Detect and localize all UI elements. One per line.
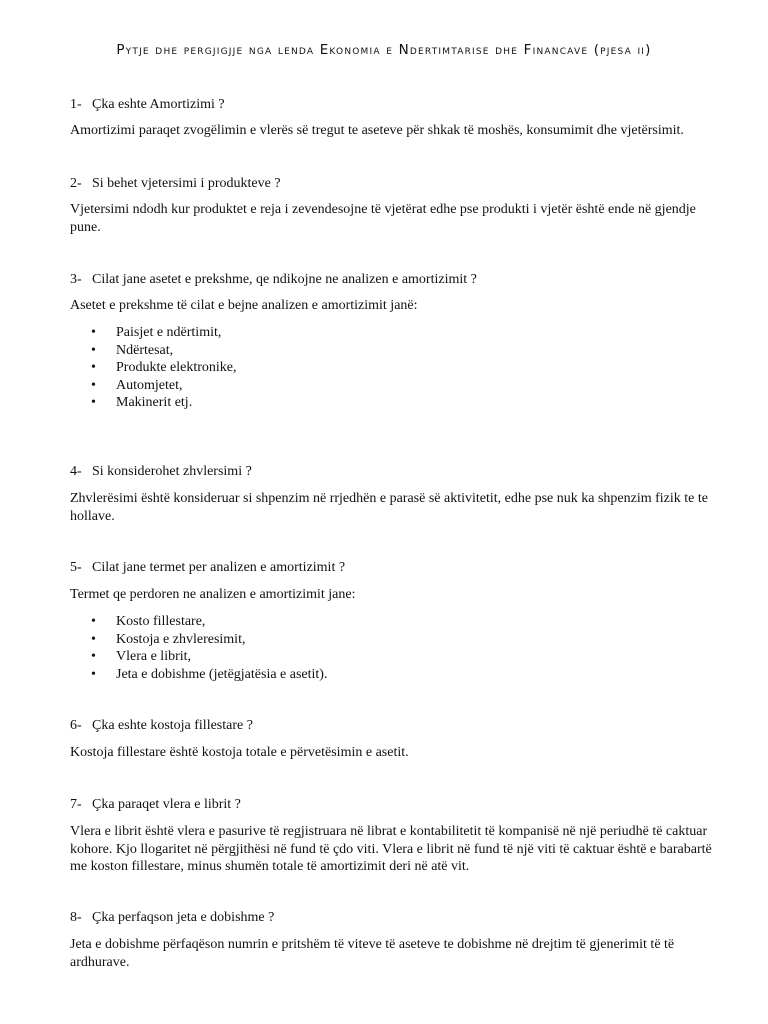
qa-item-3: [70, 271, 730, 289]
question-text: Cilat jane asetet e prekshme, qe ndikojne ne analizen e amortizimit ?: [92, 272, 477, 287]
question: [70, 175, 730, 193]
answer-block-8: [70, 936, 730, 971]
answer-text: Amortizimi paraqet zvogëlimin e vlerës së tregut te aseteve për shkak të moshës, konsumimit dhe vjetërsimit.: [70, 123, 684, 138]
answer-text: Kostoja fillestare është kostoja totale e përvetësimin e asetit.: [70, 745, 409, 760]
answer-text: Vjetersimi ndodh kur produktet e reja i zevendesojne të vjetërat edhe pse produkti i vjetër është ende në gjendje pune.: [70, 202, 696, 235]
question-text: Çka eshte Amortizimi ?: [92, 97, 225, 112]
question-number: 7-: [70, 797, 82, 812]
qa-item-1: [70, 96, 730, 114]
list-item: • Makinerit etj.: [91, 395, 193, 410]
qa-item-4: [70, 463, 730, 481]
document-title: Pytje dhe pergjigjje nga lenda Ekonomia e Ndertimtarise dhe Financave (pjesa ii): [116, 42, 652, 58]
answer-block-7: [70, 823, 730, 876]
question: [70, 909, 730, 927]
question: [70, 96, 730, 114]
question-number: 2-: [70, 176, 82, 191]
question: [70, 271, 730, 289]
qa-item-2: [70, 175, 730, 193]
question-number: 6-: [70, 718, 82, 733]
qa-item-8: [70, 909, 730, 927]
list-item: • Kostoja e zhvleresimit,: [91, 631, 246, 647]
answer-block-6: [70, 744, 730, 762]
question-number: 3-: [70, 272, 82, 287]
question-number: 5-: [70, 560, 82, 575]
question-number: 8-: [70, 910, 82, 925]
question-number: 4-: [70, 464, 82, 479]
question-text: Si konsiderohet zhvlersimi ?: [92, 464, 252, 479]
answer-text: Asetet e prekshme të cilat e bejne analizen e amortizimit janë:: [70, 298, 418, 313]
answer-block-3: [70, 297, 730, 315]
bullet-list-5: [70, 613, 730, 683]
list-item: • Automjetet,: [91, 377, 183, 393]
qa-item-5: [70, 559, 730, 577]
answer-text: Zhvlerësimi është konsideruar si shpenzim në rrjedhën e parasë së aktivitetit, edhe pse nuk ka shpenzim fizik te te hollave.: [70, 491, 708, 524]
answer-text: Termet qe perdoren ne analizen e amortizimit jane:: [70, 587, 356, 602]
list-item: • Ndërtesat,: [91, 342, 174, 358]
question-text: Cilat jane termet per analizen e amortizimit ?: [92, 560, 346, 575]
answer-text: Vlera e librit është vlera e pasurive të regjistruara në librat e kontabilitetit të kompanisë në një periudhë të caktuar kohore. Kjo llogaritet në përgjithësi në fund të çdo viti. Vlera e librit në fund të një viti të caktuar është e barabartë me koston fillestare, minus shumën totale të amortizimit deri në atë vit.: [70, 824, 712, 874]
list-item: • Paisjet e ndërtimit,: [91, 325, 222, 340]
question-text: Çka perfaqson jeta e dobishme ?: [92, 910, 275, 925]
qa-item-7: [70, 796, 730, 814]
answer-block-4: [70, 490, 730, 525]
list-item: • Produkte elektronike,: [91, 360, 237, 375]
answer-text: Jeta e dobishme përfaqëson numrin e pritshëm të viteve të aseteve te dobishme në drejtim të gjenerimit të të ardhurave.: [70, 937, 675, 970]
question-text: Çka eshte kostoja fillestare ?: [92, 718, 253, 733]
question-text: Çka paraqet vlera e librit ?: [92, 797, 241, 812]
question: [70, 796, 730, 814]
qa-item-6: [70, 717, 730, 735]
list-item: • Vlera e librit,: [91, 649, 192, 664]
question: [70, 463, 730, 481]
question: [70, 717, 730, 735]
answer-block-1: [70, 122, 730, 140]
list-item: • Jeta e dobishme (jetëgjatësia e asetit).: [91, 666, 328, 682]
question: [70, 559, 730, 577]
question-number: 1-: [70, 97, 82, 112]
question-text: Si behet vjetersimi i produkteve ?: [92, 176, 281, 191]
list-item: • Kosto fillestare,: [91, 614, 206, 629]
answer-block-5: [70, 586, 730, 604]
answer-block-2: [70, 201, 730, 236]
bullet-list-3: [70, 324, 730, 412]
